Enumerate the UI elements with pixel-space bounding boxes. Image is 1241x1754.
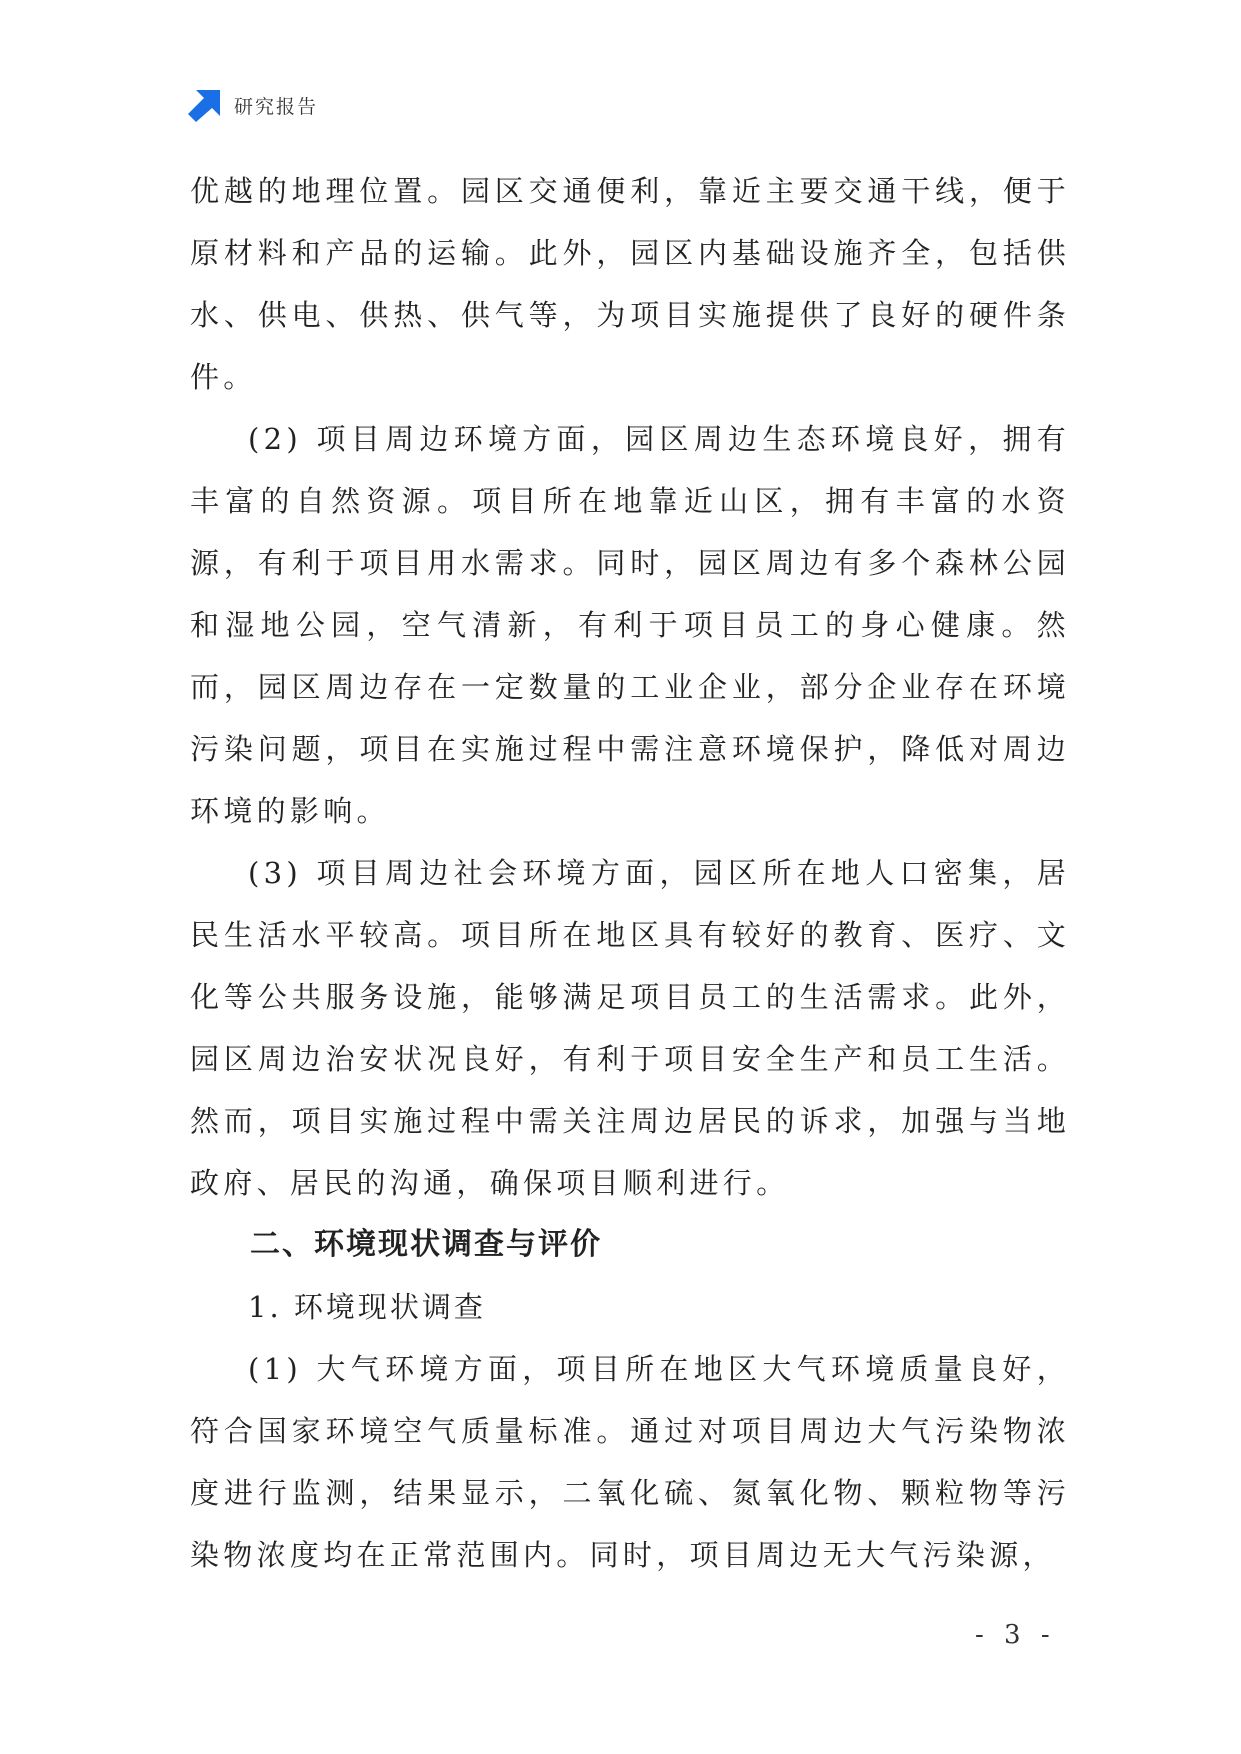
subsection-heading: 1. 环境现状调查 <box>248 1290 486 1324</box>
page-number: - 3 - <box>975 1620 1056 1650</box>
header-title: 研究报告 <box>234 95 319 118</box>
arrow-up-right-icon <box>188 88 222 122</box>
paragraph-air-environment: (1) 大气环境方面，项目所在地区大气环境质量良好，符合国家环境空气质量标准。通过对项目周边大气污染物浓度进行监测，结果显示，二氧化硫、氮氧化物、颗粒物等污染物浓度均在正常范围内。同时，项目周边无大气污染源， <box>190 1352 1070 1572</box>
document-body <box>190 160 1070 1586</box>
section-heading: 二、环境现状调查与评价 <box>250 1227 602 1262</box>
report-header <box>188 88 318 122</box>
paragraph-ecological-environment: (2) 项目周边环境方面，园区周边生态环境良好，拥有丰富的自然资源。项目所在地靠近山区，拥有丰富的水资源，有利于项目用水需求。同时，园区周边有多个森林公园和湿地公园，空气清新，有利于项目员工的身心健康。然而，园区周边存在一定数量的工业企业，部分企业存在环境污染问题，项目在实施过程中需注意环境保护，降低对周边环境的影响。 <box>190 422 1070 828</box>
paragraph-social-environment: (3) 项目周边社会环境方面，园区所在地人口密集，居民生活水平较高。项目所在地区具有较好的教育、医疗、文化等公共服务设施，能够满足项目员工的生活需求。此外，园区周边治安状况良好，有利于项目安全生产和员工生活。然而，项目实施过程中需关注周边居民的诉求，加强与当地政府、居民的沟通，确保项目顺利进行。 <box>190 856 1070 1200</box>
paragraph-location: 优越的地理位置。园区交通便利，靠近主要交通干线，便于原材料和产品的运输。此外，园区内基础设施齐全，包括供水、供电、供热、供气等，为项目实施提供了良好的硬件条件。 <box>190 174 1070 394</box>
